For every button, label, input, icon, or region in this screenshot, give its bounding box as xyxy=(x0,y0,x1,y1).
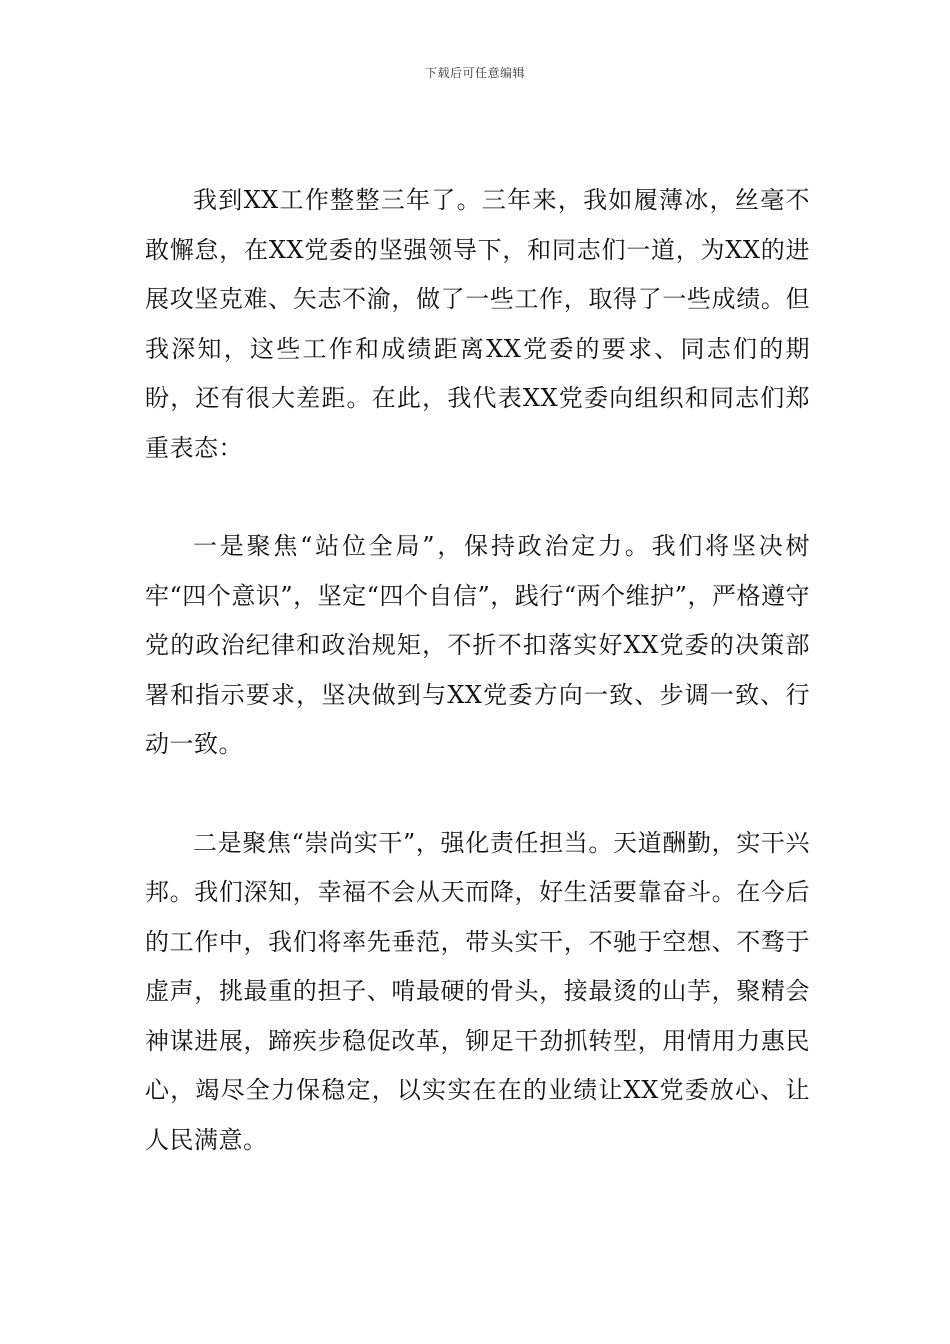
document-body xyxy=(145,176,810,1165)
paragraph-point-one: 一是聚焦“站位全局”，保持政治定力。我们将坚决树牢“四个意识”，坚定“四个自信”，践行“两个维护”，严格遵守党的政治纪律和政治规矩，不折不扣落实好XX党委的决策部署和指示要求，坚决做到与XX党委方向一致、步调一致、行动一致。 xyxy=(145,532,810,758)
paragraph-point-two: 二是聚焦“崇尚实干”，强化责任担当。天道酬勤，实干兴邦。我们深知，幸福不会从天而降，好生活要靠奋斗。在今后的工作中，我们将率先垂范，带头实干，不驰于空想、不骛于虚声，挑最重的担子、啃最硬的骨头，接最烫的山芋，聚精会神谋进展，蹄疾步稳促改革，铆足干劲抓转型，用情用力惠民心，竭尽全力保稳定，以实实在在的业绩让XX党委放心、让人民满意。 xyxy=(145,828,810,1154)
page-header-note: 下载后可任意编辑 xyxy=(424,66,525,80)
paragraph-intro: 我到XX工作整整三年了。三年来，我如履薄冰，丝毫不敢懈怠，在XX党委的坚强领导下，和同志们一道，为XX的进展攻坚克难、矢志不渝，做了一些工作，取得了一些成绩。但我深知，这些工作和成绩距离XX党委的要求、同志们的期盼，还有很大差距。在此，我代表XX党委向组织和同志们郑重表态： xyxy=(145,186,810,462)
